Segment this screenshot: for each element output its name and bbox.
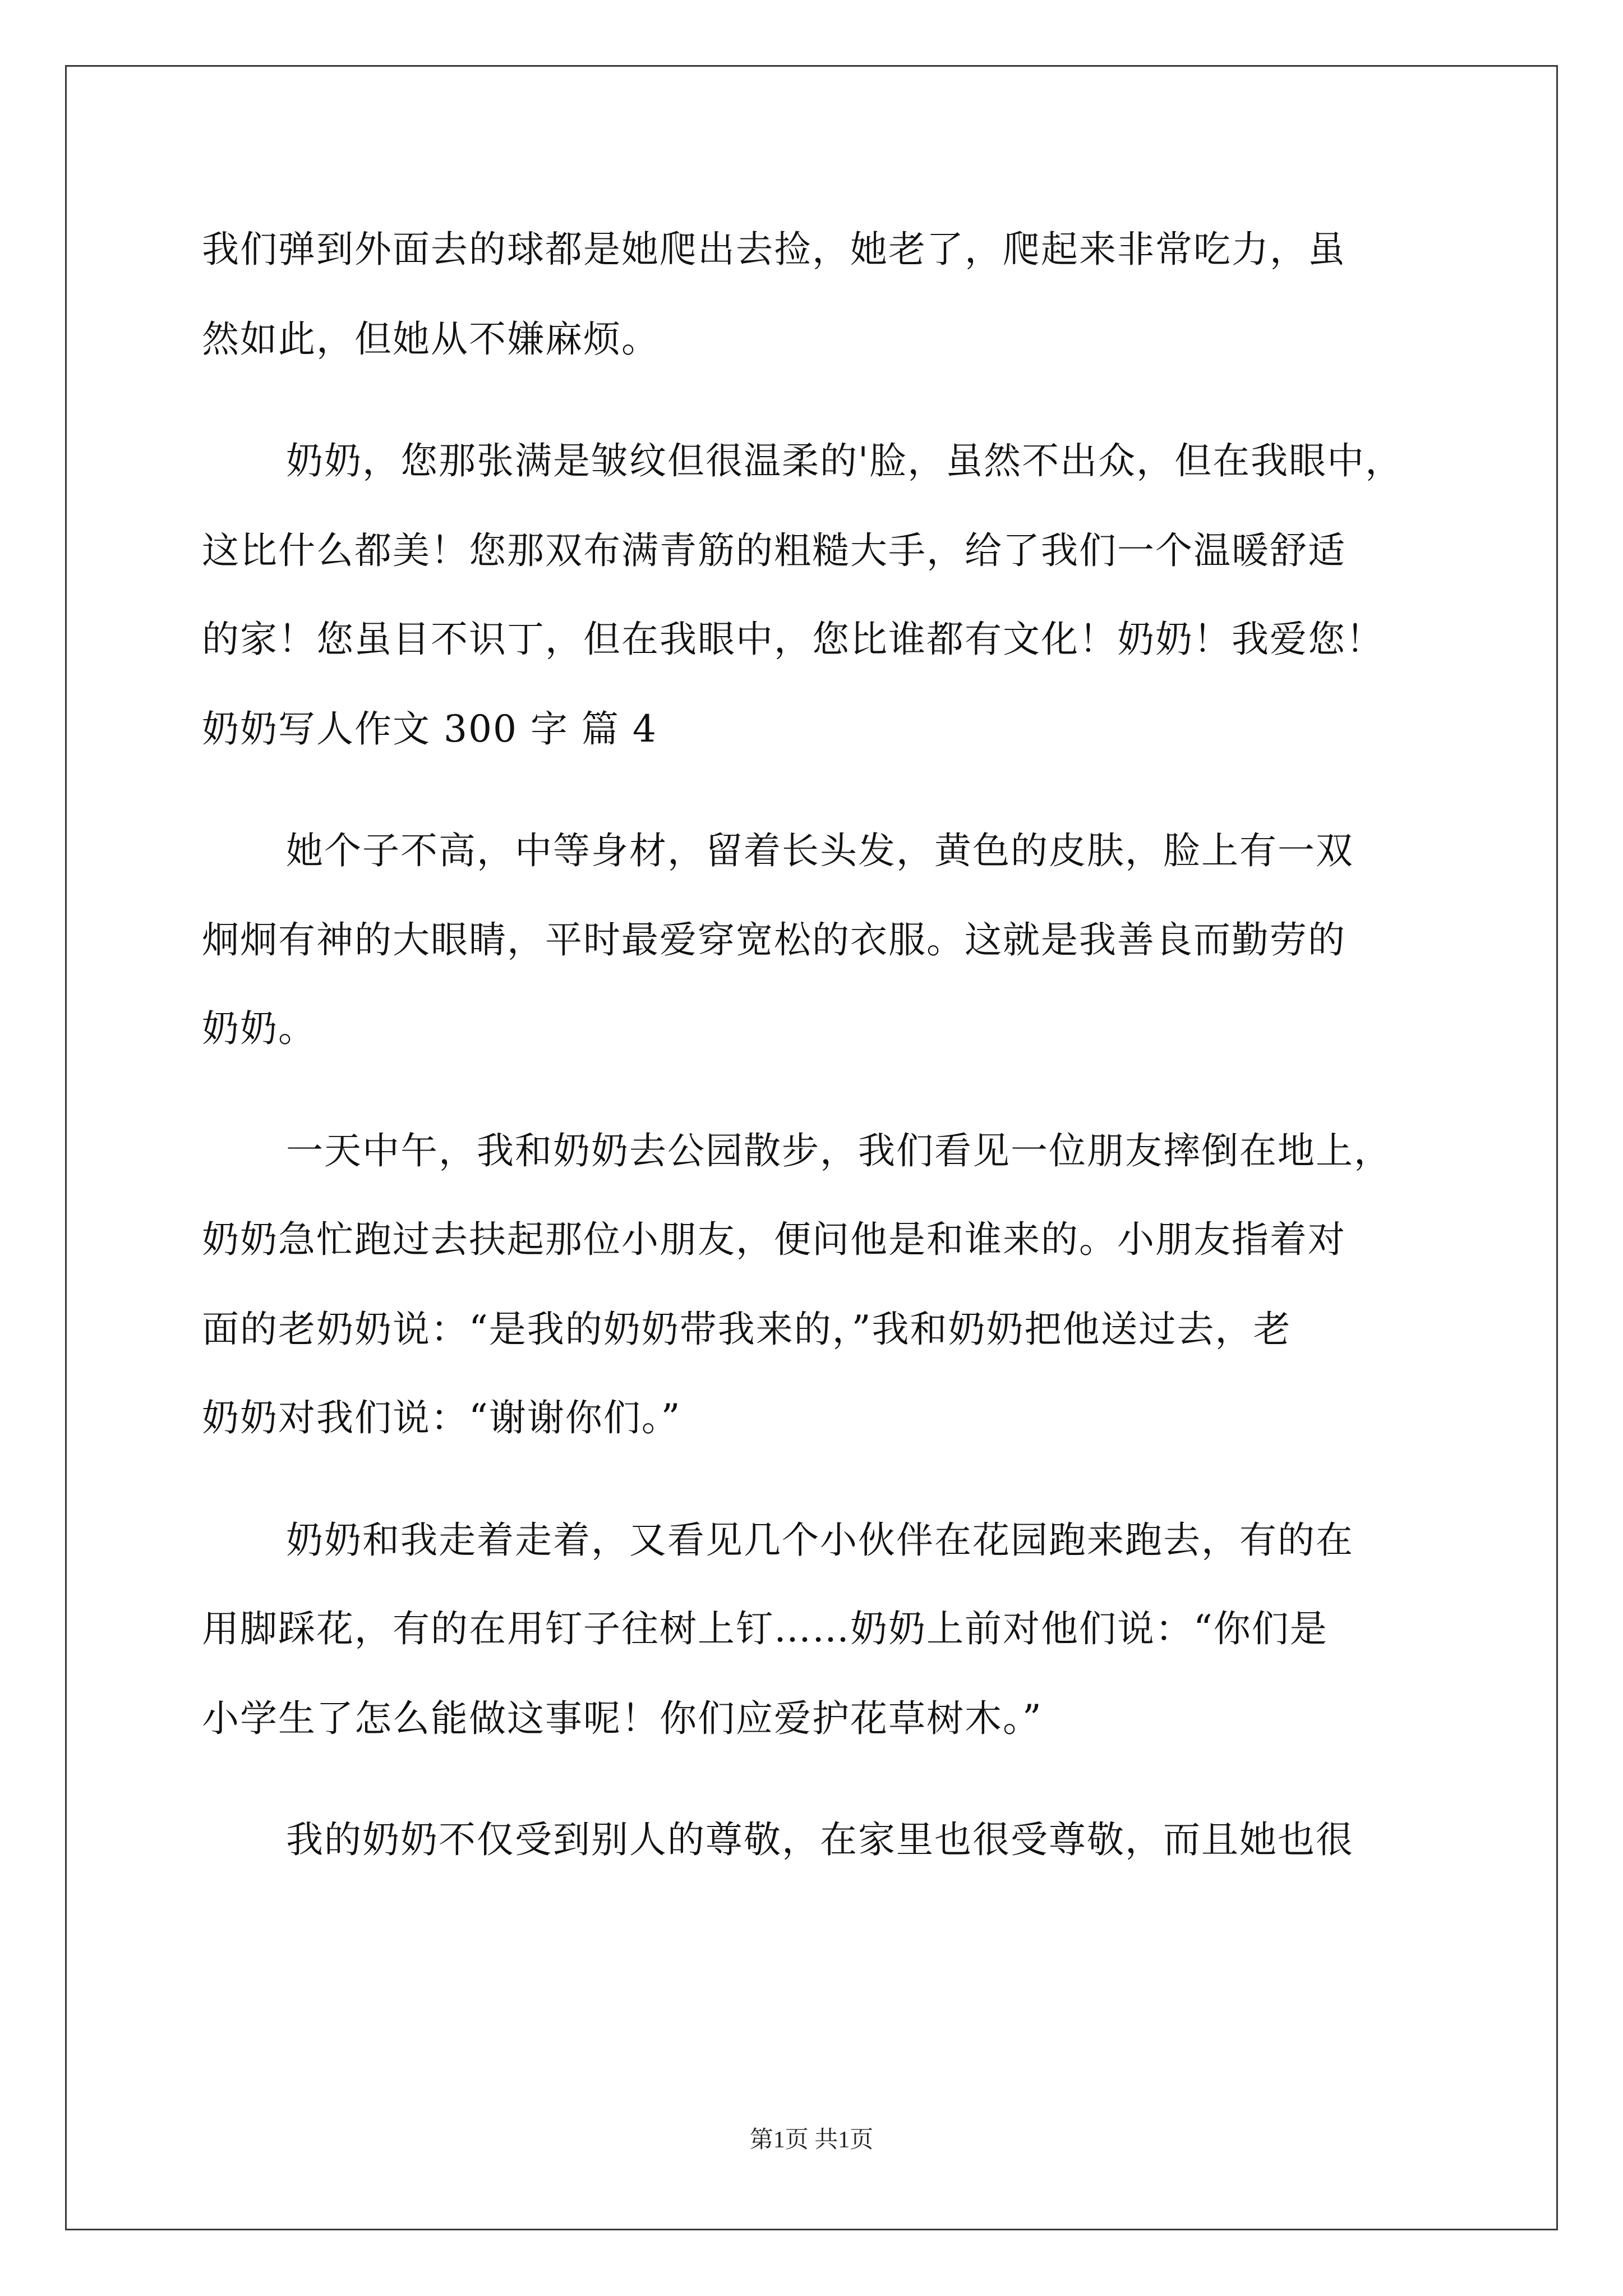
paragraph-start-line: 奶奶，您那张满是皱纹但很温柔的'脸，虽然不出众，但在我眼中， [286, 439, 1404, 482]
paragraph-start-line: 奶奶和我走着走着，又看见几个小伙伴在花园跑来跑去，有的在 [286, 1519, 1354, 1562]
text-line: 奶奶急忙跑过去扶起那位小朋友，便问他是和谁来的。小朋友指着对 [202, 1218, 1346, 1261]
text-line: 我们弹到外面去的球都是她爬出去捡，她老了，爬起来非常吃力，虽 [202, 228, 1346, 271]
paragraph-start-line: 我的奶奶不仅受到别人的尊敬，在家里也很受尊敬，而且她也很 [286, 1818, 1354, 1861]
text-line: 这比什么都美！您那双布满青筋的粗糙大手，给了我们一个温暖舒适 [202, 529, 1346, 572]
text-line: 然如此，但她从不嫌麻烦。 [202, 318, 660, 361]
text-line: 的家！您虽目不识丁，但在我眼中，您比谁都有文化！奶奶！我爱您！ [202, 618, 1384, 661]
text-line: 面的老奶奶说：“是我的奶奶带我来的，”我和奶奶把他送过去，老 [202, 1308, 1292, 1351]
text-line: 用脚踩花，有的在用钉子往树上钉……奶奶上前对他们说：“你们是 [202, 1607, 1328, 1650]
text-line: 奶奶对我们说：“谢谢你们。” [202, 1396, 681, 1439]
text-line: 小学生了怎么能做这事呢！你们应爱护花草树木。” [202, 1697, 1043, 1740]
paragraph-start-line: 一天中午，我和奶奶去公园散步，我们看见一位朋友摔倒在地上， [286, 1129, 1392, 1172]
text-line: 炯炯有神的大眼睛，平时最爱穿宽松的衣服。这就是我善良而勤劳的 [202, 918, 1346, 961]
text-line: 奶奶。 [202, 1007, 316, 1050]
paragraph-start-line: 她个子不高，中等身材，留着长头发，黄色的皮肤，脸上有一双 [286, 829, 1354, 872]
section-heading: 奶奶写人作文 300 字 篇 4 [202, 707, 657, 751]
page-number-footer: 第1页 共1页 [749, 2127, 874, 2153]
